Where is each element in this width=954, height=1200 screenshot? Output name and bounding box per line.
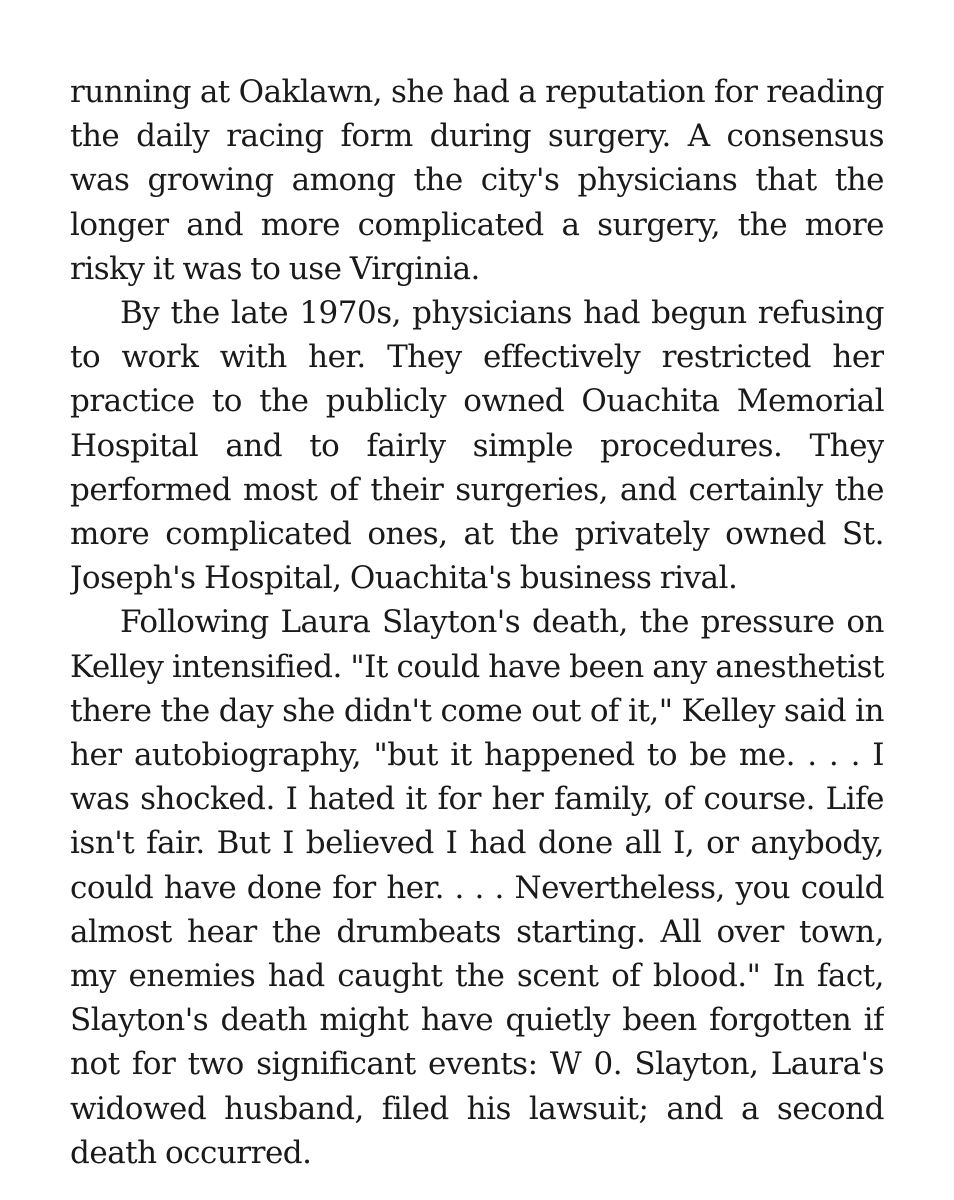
paragraph-slayton-death: Following Laura Slayton's death, the pressure on Kelley intensified. "It could have been any anesthetist there the day she didn't come out of it," Kelley said in her autobiography, "but it happened to be me. . . . I was shocked. I hated it for her family, of course. Life isn't fair. But I believed I had done all I, or anybody, could have done for her. . . . Nevertheless, you could almost hear the drumbeats starting. All over town, my enemies had caught the scent of blood." In fact, Slayton's death might have quietly been forgotten if not for two significant events: W 0. Slayton, Laura's widowed husband, filed his lawsuit; and a second death occurred.	[70, 604, 884, 1171]
paragraph-physicians-refusing: By the late 1970s, physicians had begun refusing to work with her. They effectively restricted her practice to the publicly owned Ouachita Memorial Hospital and to fairly simple procedures. They performed most of their surgeries, and certainly the more complicated ones, at the privately owned St. Joseph's Hospital, Ouachita's business rival.	[70, 295, 884, 597]
book-page	[70, 70, 884, 1180]
paragraph-continued: running at Oaklawn, she had a reputation for reading the daily racing form during surgery. A consensus was growing among the city's physicians that the longer and more complicated a surgery, the more risky it was to use Virginia.	[70, 74, 884, 287]
